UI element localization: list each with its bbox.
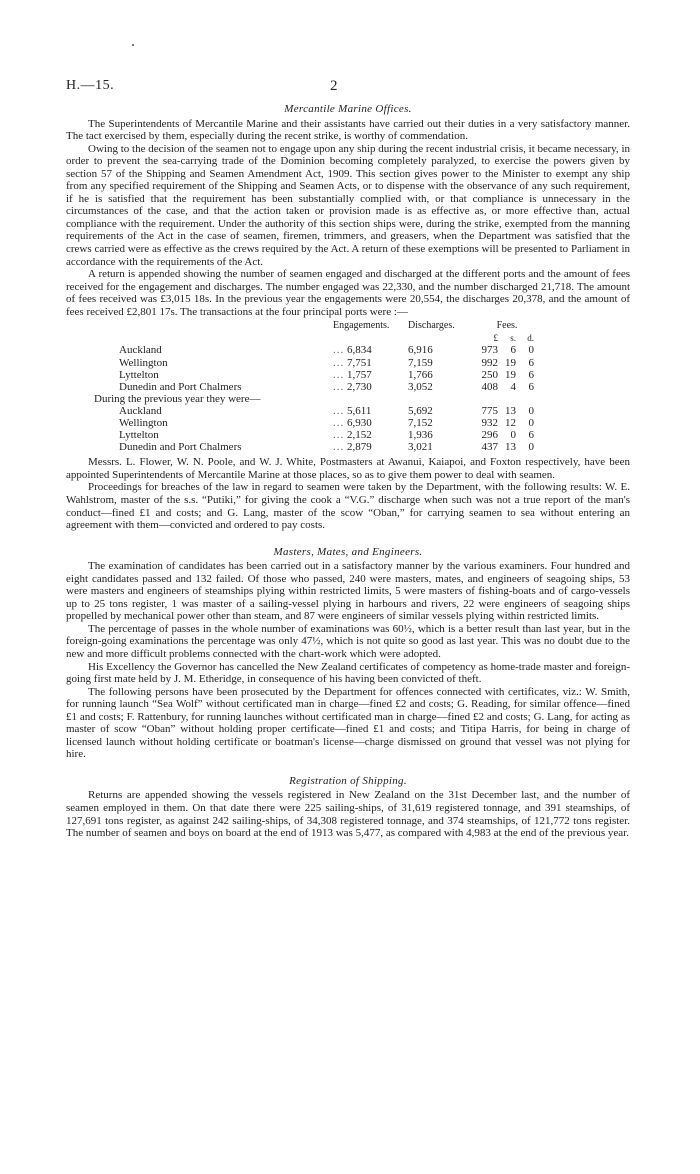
engagements-value: 2,879 [347,441,372,454]
paragraph: Owing to the decision of the seamen not to engage upon any ship during the recent industrial crisis, it became necessary, in order to prevent the sea-carrying trade of the Dominion becoming completely paralyzed, to exercise the powers given by section 57 of the Shipping and Seamen Amendment Act, 1909. This section gives power to the Minister to exempt any ship from any specified requirement of the Shipping and Seamen Acts, or to dispense with the observance of any such requirement, if he is satisfied that the requirement has been substantially complied with, or that compliance is unnecessary in the circumstances of the case, and that the action taken or provision made is as effective as, or more effective than, actual compliance with the requirement. Under the authority of this section ships were, during the strike, exempted from the manning requirements of the Act in the case of seamen, firemen, trimmers, and greasers, when the Department was satisfied that the crews carried were as effective as the crews required by the Act. A return of these exemptions will be presented to Parliament in accordance with the requirements of the Act. [66,142,630,268]
col-pounds: £ [493,333,498,344]
table-row [66,369,534,381]
previous-year-label: During the previous year they were— [94,392,261,405]
col-discharges: Discharges. [408,320,455,332]
paragraph: A return is appended showing the number of seamen engaged and discharged at the different ports and the amount of fees received for the engagement and discharges. The number engaged was 22,330, and the number discharged 21,718. The amount of fees received was £3,015 18s. In the previous year the engagements were 20,554, the discharges 20,378, and the amount of fees received £2,801 17s. The transactions at the four principal ports were :— [66,268,630,318]
paragraph: The examination of candidates has been carried out in a satisfactory manner by the various examiners. Four hundred and eight candidates passed and 132 failed. Of those who passed, 240 were masters, mates, and engineers of seagoing ships, 53 were masters and engineers of steamships plying within restricted limits, 5 were masters of fishing-boats and of cargo-vessels up to 25 tons register, 1 was master of a sailing-vessel plying in harbours and rivers, 22 were engineers of seagoing ships propelled by mechanical power other than steam, and 87 were engineers of similar vessels plying within restricted limits. [66,560,630,623]
table-subheading-row [66,393,534,405]
col-pence: d. [527,333,534,344]
leader-dots: ... [333,404,345,417]
discharges-value: 6,916 [408,344,433,357]
fees-shillings-value: 6 [510,344,516,357]
fees-shillings-value: 19 [505,356,516,369]
fees-pence-value: 0 [528,404,534,417]
table-row [66,441,534,453]
fees-shillings-value: 19 [505,368,516,381]
port-name: Auckland [119,404,162,417]
fees-pence-value: 6 [528,368,534,381]
section-title: Registration of Shipping. [289,774,407,787]
discharges-value: 5,692 [408,404,433,417]
discharges-value: 7,159 [408,356,433,369]
fees-pence-value: 0 [528,344,534,357]
col-engagements: Engagements. [333,320,390,332]
engagements-value: 6,834 [347,344,372,357]
leader-dots: ... [333,356,345,369]
engagements-value: 1,757 [347,368,372,381]
discharges-value: 1,936 [408,429,433,442]
fees-pounds-value: 973 [481,344,498,357]
discharges-value: 3,021 [408,441,433,454]
paragraph: Messrs. L. Flower, W. N. Poole, and W. J. White, Postmasters at Awanui, Kaiapoi, and Foxton respectively, have been appointed Superintendents of Mercantile Marine at those places, so as to give them power to deal with seamen. [66,456,630,481]
port-name: Lyttelton [119,368,159,381]
section-title: Mercantile Marine Offices. [284,103,412,115]
paragraph: The percentage of passes in the whole number of examinations was 60½, which is a better result than last year, but in the foreign-going examinations the percentage was only 47½, which is not quite so good as last year. This was no doubt due to the new and more difficult problems connected with the chart-work which were adopted. [66,622,630,660]
fees-pounds-value: 250 [481,368,498,381]
engagements-value: 2,730 [347,380,372,393]
fees-pence-value: 0 [528,441,534,454]
fees-pounds-value: 437 [481,441,498,454]
leader-dots: ... [333,380,345,393]
table-header-row [66,320,534,332]
paragraph: The Superintendents of Mercantile Marine and their assistants have carried out their duties in a very satisfactory manner. The tact exercised by them, especially during the recent strike, is worthy of commendation. [66,117,630,143]
col-fees: Fees. [496,320,518,332]
table-row [66,429,534,441]
fees-pence-value: 0 [528,417,534,430]
port-name: Dunedin and Port Chalmers [119,380,242,393]
paragraph: Returns are appended showing the vessels registered in New Zealand on the 31st December last, and the number of seamen employed in them. On that date there were 225 sailing-ships, of 31,619 registered tonnage, and 391 steamships, of 127,691 tons register, as against 242 sailing-ships, of 34,308 registered tonnage, and 374 steamships, of 121,772 tons register. The number of seamen and boys on board at the end of 1913 was 5,477, as compared with 4,983 at the end of the previous year. [66,789,630,840]
fees-pounds-value: 992 [481,356,498,369]
paragraph: Proceedings for breaches of the law in regard to seamen were taken by the Department, with the following results: W. E. Wahlstrom, master of the s.s. “Putiki,” for giving the cook a “V.G.” discharge when such was not a true report of the man's conduct—fined £1 and costs; and G. Lang, master of the scow “Oban,” for carrying seamen to sea without entering an agreement with them—convicted and ordered to pay costs. [66,481,630,532]
fees-pounds-value: 296 [481,429,498,442]
table-currency-row [66,332,534,344]
page-header [66,78,630,98]
port-name: Wellington [119,417,168,430]
scan-mark [132,44,134,46]
section-registration-of-shipping [66,775,630,840]
engagements-value: 5,611 [347,404,372,417]
leader-dots: ... [333,417,345,430]
engagements-value: 2,152 [347,429,372,442]
document-reference: H.—15. [66,78,115,93]
page-number: 2 [330,78,338,94]
fees-pence-value: 6 [528,380,534,393]
engagements-value: 6,930 [347,417,372,430]
fees-pounds-value: 408 [481,380,498,393]
table-row [66,405,534,417]
port-transactions-table [66,320,534,453]
fees-shillings-value: 4 [510,380,516,393]
fees-shillings-value: 12 [505,417,516,430]
fees-pence-value: 6 [528,356,534,369]
engagements-value: 7,751 [347,356,372,369]
page-content [66,103,630,840]
port-name: Lyttelton [119,429,159,442]
table-row [66,381,534,393]
table-row [66,344,534,356]
table-row [66,357,534,369]
port-name: Wellington [119,356,168,369]
section-masters-mates-engineers [66,546,630,761]
port-name: Dunedin and Port Chalmers [119,441,242,454]
fees-shillings-value: 0 [510,429,516,442]
fees-pence-value: 6 [528,429,534,442]
discharges-value: 7,152 [408,417,433,430]
leader-dots: ... [333,368,345,381]
section-title: Masters, Mates, and Engineers. [273,545,423,558]
fees-shillings-value: 13 [505,441,516,454]
paragraph: The following persons have been prosecuted by the Department for offences connected with certificates, viz.: W. Smith, for running launch “Sea Wolf” without certificated man in charge—fined £2 and costs; G. Reading, for similar offence—fined £1 and costs; F. Rattenbury, for running launches without certificated man in charge—fined £2 and costs; G. Lang, for acting as master of scow “Oban” without holding proper certificate—fined £1 and costs; and Titipa Harris, for being in charge of licensed launch without holding certificate or boatman's license—charge dismissed on ground that vessel was not plying for hire. [66,685,630,761]
discharges-value: 3,052 [408,380,433,393]
table-row [66,417,534,429]
leader-dots: ... [333,429,345,442]
discharges-value: 1,766 [408,368,433,381]
paragraph: His Excellency the Governor has cancelled the New Zealand certificates of competency as home-trade master and foreign-going first mate held by J. M. Etheridge, in consequence of his having been convicted of theft. [66,660,630,686]
section-mercantile-marine [66,103,630,532]
port-name: Auckland [119,344,162,357]
leader-dots: ... [333,344,345,357]
fees-shillings-value: 13 [505,404,516,417]
fees-pounds-value: 932 [481,417,498,430]
fees-pounds-value: 775 [481,404,498,417]
leader-dots: ... [333,441,345,454]
col-shillings: s. [510,333,516,344]
